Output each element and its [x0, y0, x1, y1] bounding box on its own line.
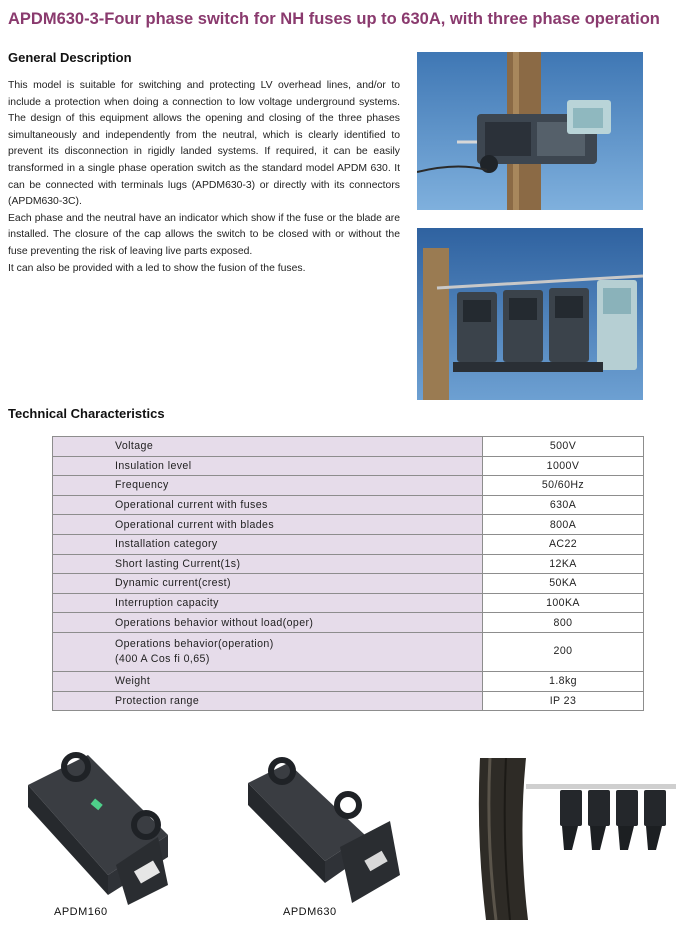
spec-value: 500V	[483, 437, 644, 457]
spec-value: 630A	[483, 495, 644, 515]
spec-label: Frequency	[53, 476, 483, 496]
spec-label: Interruption capacity	[53, 593, 483, 613]
spec-label: Insulation level	[53, 456, 483, 476]
apdm630-caption: APDM630	[283, 906, 337, 918]
spec-value: 50KA	[483, 574, 644, 594]
table-row	[53, 593, 644, 613]
table-row	[53, 613, 644, 633]
table-row	[53, 534, 644, 554]
table-row	[53, 437, 644, 457]
four-phase-switch-pole-image	[476, 758, 681, 920]
general-description-heading: General Description	[8, 50, 132, 65]
description-paragraph-1: This model is suitable for switching and protecting LV overhead lines, and/or to include a protection when doing a connection to low voltage underground systems. The design of this equipment allows the opening and closing of the three phases simultaneously and independently from the neutral, which is clearly identified to prevent its disconnection in rigidly landed systems. If required, it can be easily transformed in a single phase operation switch as the standard model APDM 630. It can be connected with terminals lugs (APDM630-3) or directly with its connectors (APDM630-3C).	[8, 80, 400, 208]
spec-label: Voltage	[53, 437, 483, 457]
table-row	[53, 671, 644, 691]
page-title: APDM630-3-Four phase switch for NH fuses up to 630A, with three phase operation	[8, 10, 660, 28]
spec-label: Operational current with blades	[53, 515, 483, 535]
table-row	[53, 456, 644, 476]
technical-characteristics-heading: Technical Characteristics	[8, 406, 165, 421]
table-row	[53, 495, 644, 515]
spec-value: IP 23	[483, 691, 644, 711]
table-row	[53, 515, 644, 535]
table-row	[53, 632, 644, 671]
spec-value: 800	[483, 613, 644, 633]
table-row	[53, 554, 644, 574]
spec-label: Protection range	[53, 691, 483, 711]
spec-label: Dynamic current(crest)	[53, 574, 483, 594]
spec-label: Short lasting Current(1s)	[53, 554, 483, 574]
apdm160-product-image	[18, 745, 178, 910]
spec-value: 200	[483, 632, 644, 671]
spec-label-line-2: (400 A Cos fi 0,65)	[115, 652, 210, 665]
apdm160-caption: APDM160	[54, 906, 108, 918]
spec-value: 50/60Hz	[483, 476, 644, 496]
spec-value: 1.8kg	[483, 671, 644, 691]
spec-value: 12KA	[483, 554, 644, 574]
spec-label: Operations behavior without load(oper)	[53, 613, 483, 633]
spec-label: Weight	[53, 671, 483, 691]
table-row	[53, 691, 644, 711]
spec-value: AC22	[483, 534, 644, 554]
four-phase-switch-photo	[417, 228, 643, 400]
pole-mounted-switch-photo	[417, 52, 643, 210]
spec-label-line-1: Operations behavior(operation)	[115, 637, 274, 650]
description-paragraph-2: Each phase and the neutral have an indicator which show if the fuse or the blade are installed. The closure of the cap allows the switch to be closed with or without the fuse preventing the risk of leaving live parts exposed.	[8, 212, 400, 257]
spec-value: 800A	[483, 515, 644, 535]
spec-value: 1000V	[483, 456, 644, 476]
general-description-text	[8, 78, 400, 277]
spec-label: Operational current with fuses	[53, 495, 483, 515]
spec-value: 100KA	[483, 593, 644, 613]
table-row	[53, 476, 644, 496]
apdm630-product-image	[240, 755, 405, 915]
table-row	[53, 574, 644, 594]
technical-characteristics-table	[52, 436, 644, 711]
spec-label: Installation category	[53, 534, 483, 554]
description-paragraph-3: It can also be provided with a led to show the fusion of the fuses.	[8, 262, 306, 274]
spec-label	[53, 632, 483, 671]
